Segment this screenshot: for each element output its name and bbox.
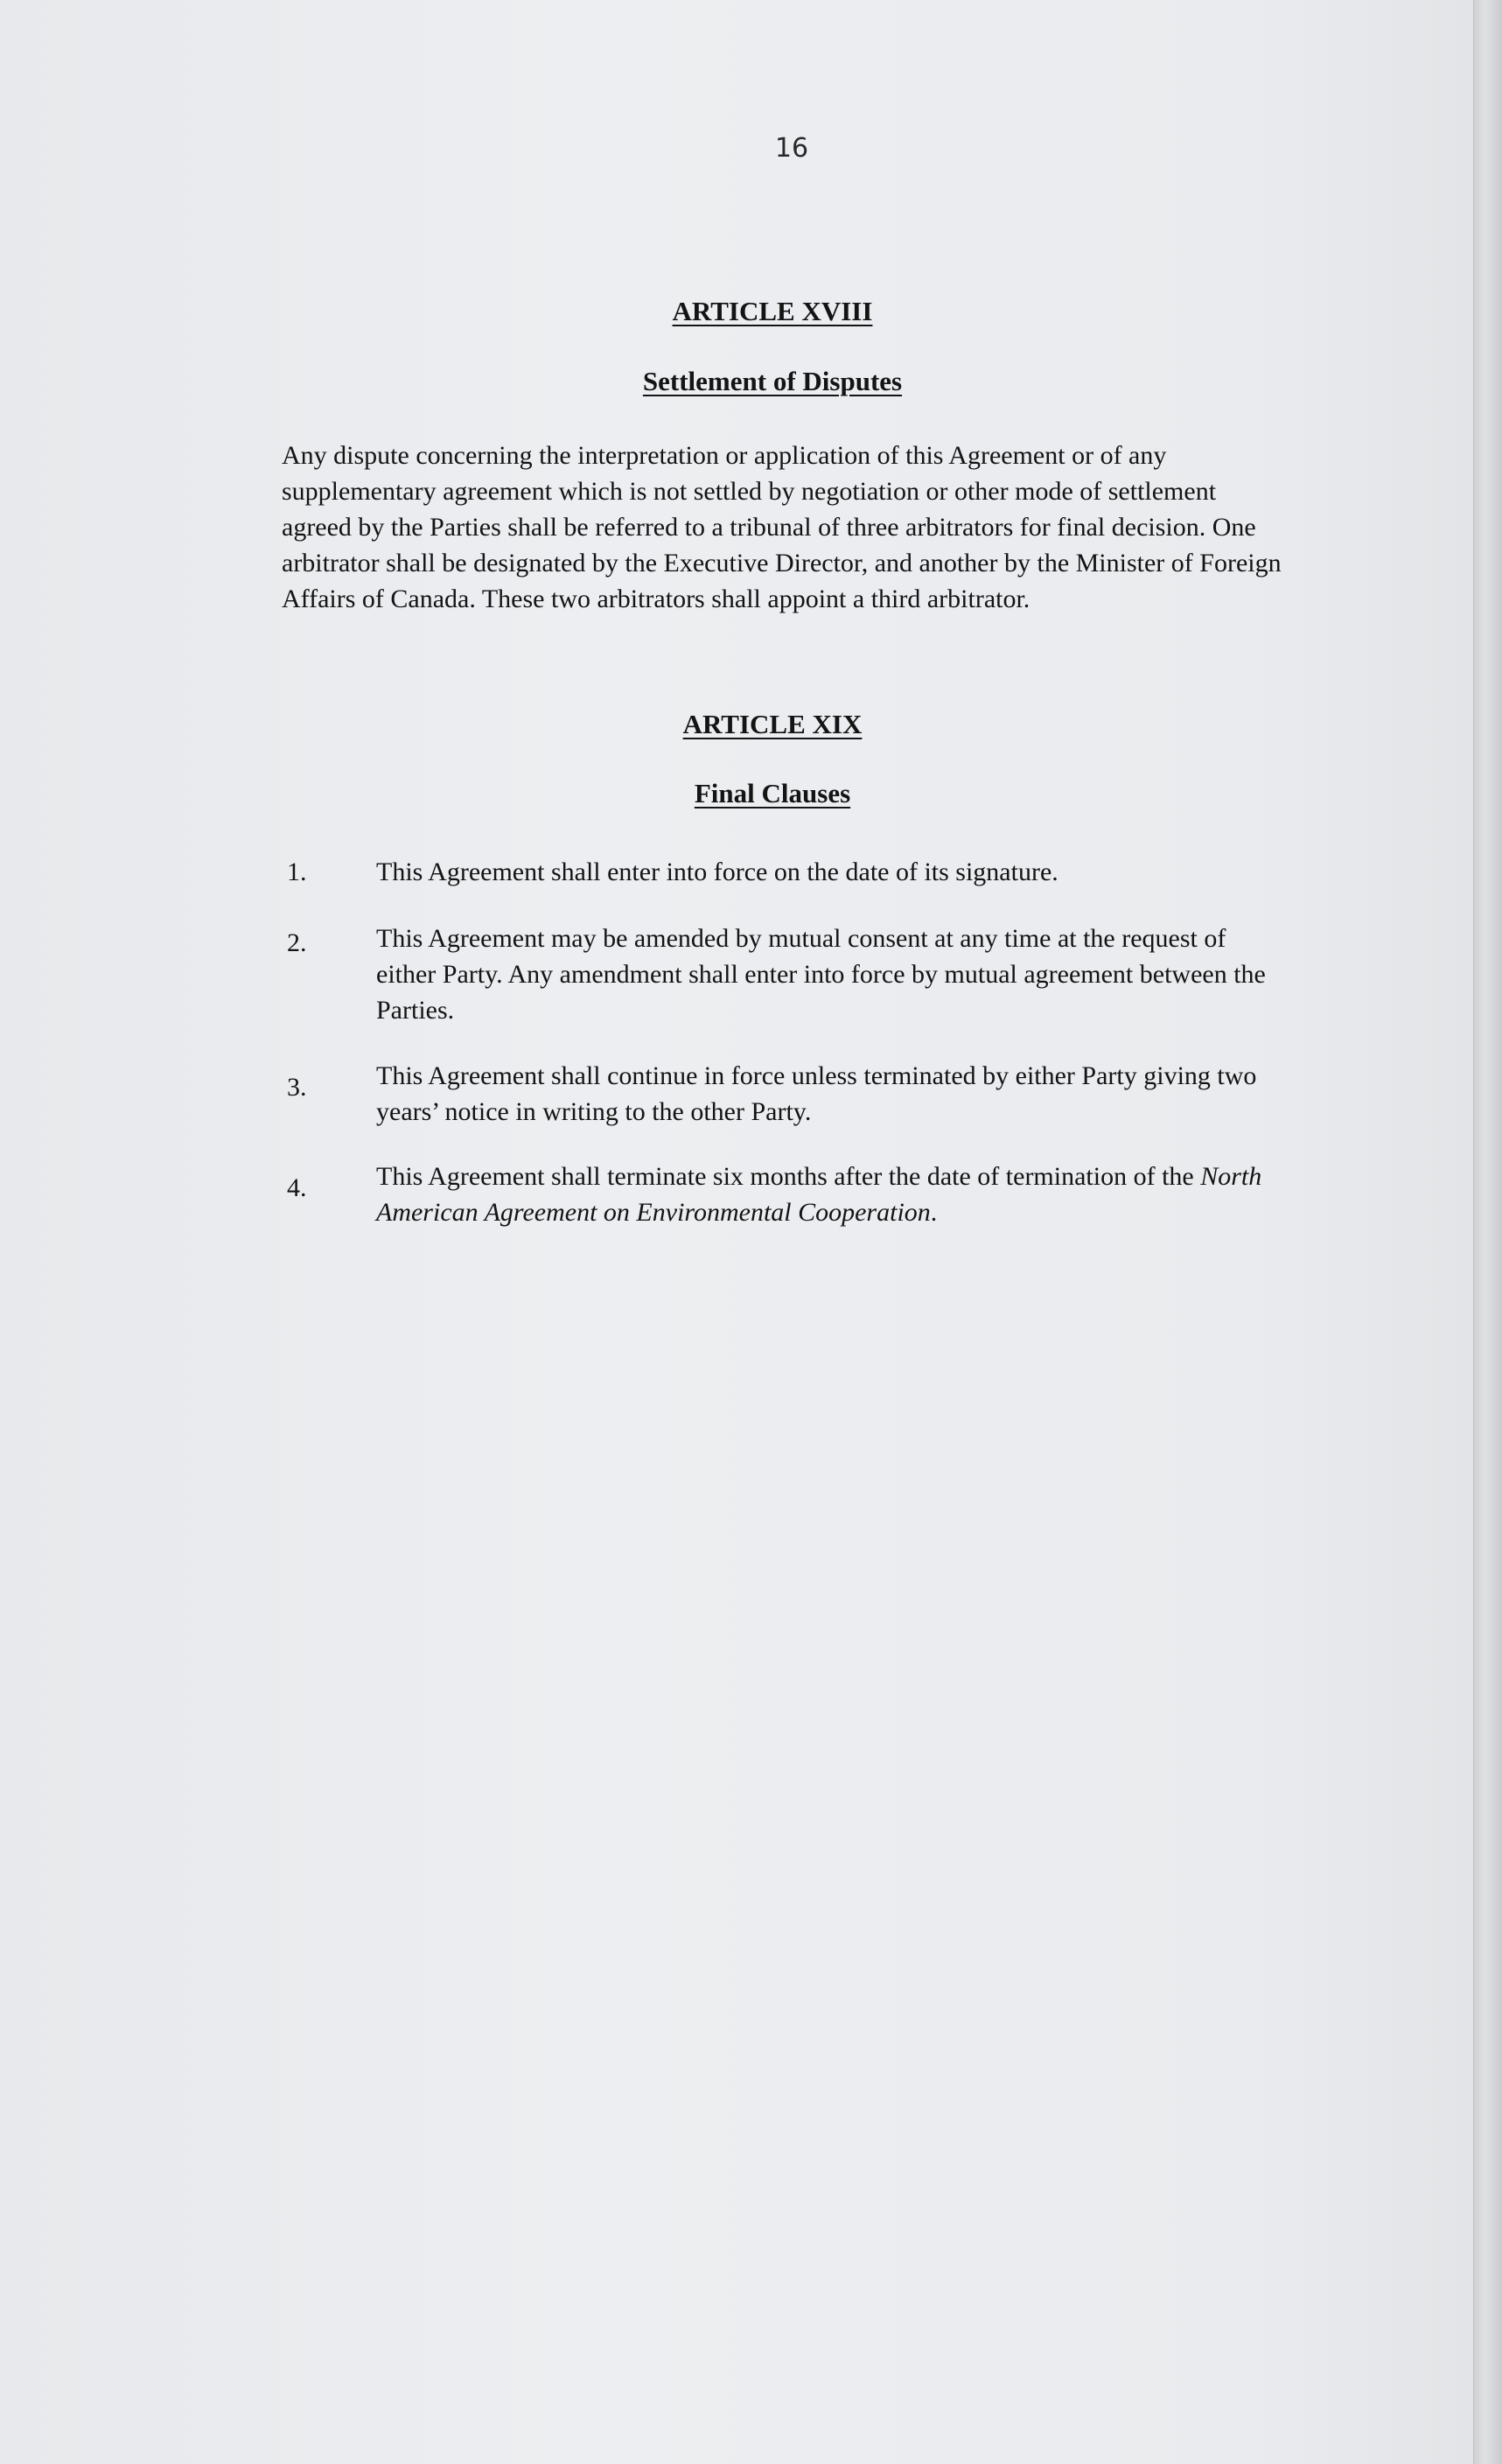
article-18-subtitle: Settlement of Disputes [642, 366, 903, 396]
clause-text-end: . [930, 1198, 938, 1227]
clause-text: This Agreement shall enter into force on the date of its signature. [376, 858, 1058, 886]
clause-number: 1. [287, 858, 307, 886]
clause-text-plain: This Agreement shall terminate six months after the date of termination of the [376, 1162, 1201, 1191]
clause-number: 3. [287, 1073, 307, 1102]
page-number: 16 [774, 133, 809, 164]
article-18-body: Any dispute concerning the interpretation or application of this Agreement or of any supplementary agreement which is not settled by negotiation or other mode of settlement agreed by the Parties shall be referred to a tribunal of three arbitrators for final decision. One arbitrator shall be designated by the Executive Director, and another by the Minister of Foreign Affairs of Canada. These two arbitrators shall appoint a third arbitrator. [282, 441, 1282, 613]
clause-text: This Agreement shall continue in force unless terminated by either Party giving two years’ notice in writing to the other Party. [376, 1061, 1257, 1126]
clause-number: 2. [287, 928, 307, 957]
clause-text-italic: North American Agreement on Environmental Cooperation [376, 1162, 1262, 1227]
article-18-title: ARTICLE XVIII [672, 296, 873, 326]
clause-text: This Agreement may be amended by mutual consent at any time at the request of either Party. Any amendment shall enter into force by mutual agreement between the Parties. [376, 924, 1266, 1025]
article-19-title: ARTICLE XIX [682, 709, 863, 739]
article-19-subtitle: Final Clauses [694, 778, 851, 808]
clause-number: 4. [287, 1173, 307, 1202]
clause-text [376, 1158, 1286, 1230]
